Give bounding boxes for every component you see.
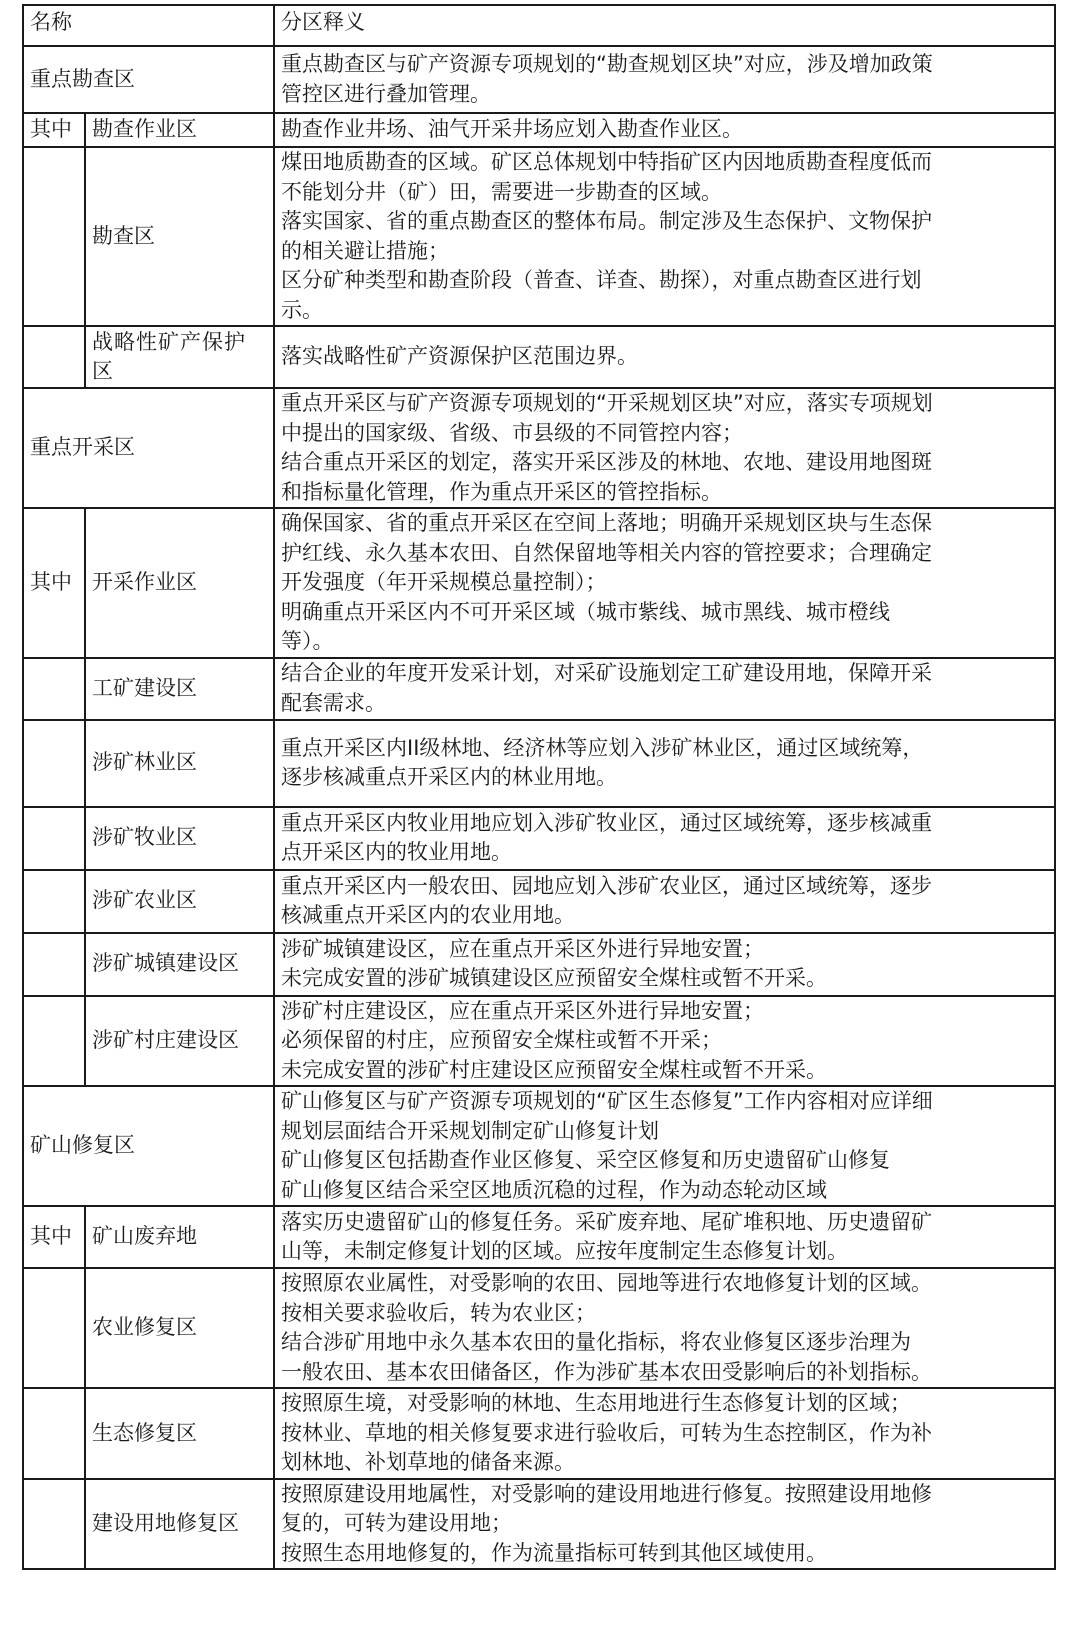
sub-zone-row: [23, 1206, 1055, 1268]
subzone-name-cell: 勘查作业区: [85, 113, 274, 147]
subzone-name-cell: 农业修复区: [85, 1268, 274, 1388]
zone-desc-cell: [274, 1388, 1055, 1479]
zone-desc-cell: [274, 147, 1055, 326]
subzone-name-cell: 涉矿村庄建设区: [85, 996, 274, 1087]
desc-line: 重点开采区内一般农田、园地应划入涉矿农业区，通过区域统筹，逐步: [281, 873, 932, 898]
zone-prefix-cell: [23, 147, 85, 326]
zone-desc-cell: [274, 870, 1055, 933]
desc-line: 示。: [281, 297, 323, 322]
desc-line: 不能划分井（矿）田，需要进一步勘查的区域。: [281, 179, 722, 204]
desc-line: 按林业、草地的相关修复要求进行验收后，可转为生态控制区，作为补: [281, 1420, 932, 1445]
sub-zone-row: [23, 996, 1055, 1087]
zone-desc-cell: [274, 996, 1055, 1087]
zone-prefix-cell: [23, 996, 85, 1087]
zone-desc-cell: [274, 933, 1055, 996]
subzone-name-cell: 开采作业区: [85, 508, 274, 658]
desc-line: 落实国家、省的重点勘查区的整体布局。制定涉及生态保护、文物保护: [281, 209, 932, 233]
desc-line: 开发强度（年开采规模总量控制）；: [281, 570, 607, 594]
zone-desc-cell: [274, 658, 1055, 720]
desc-line: 矿山修复区结合采空区地质沉稳的过程，作为动态轮动区域: [281, 1177, 827, 1202]
desc-line: 重点勘查区与矿产资源专项规划的“勘查规划区块”对应，涉及增加政策: [281, 52, 933, 76]
desc-line: 明确重点开采区内不可开采区域（城市紫线、城市黑线、城市橙线: [281, 599, 890, 624]
subzone-name-cell: 勘查区: [85, 147, 274, 326]
desc-line: 未完成安置的涉矿村庄建设区应预留安全煤柱或暂不开采。: [281, 1057, 827, 1082]
sub-zone-row: [23, 870, 1055, 933]
sub-zone-row: [23, 326, 1055, 388]
desc-line: 按照原建设用地属性，对受影响的建设用地进行修复。按照建设用地修: [281, 1481, 932, 1506]
zone-desc-cell: [274, 720, 1055, 807]
subzone-name-cell: 建设用地修复区: [85, 1479, 274, 1570]
zone-desc-cell: [274, 1086, 1055, 1206]
zone-prefix-cell: [23, 720, 85, 807]
desc-line: 矿山修复区与矿产资源专项规划的“矿区生态修复”工作内容相对应详细: [281, 1089, 933, 1113]
desc-line: 等）。: [281, 629, 334, 653]
desc-line: 逐步核减重点开采区内的林业用地。: [281, 765, 617, 789]
desc-line: 复的，可转为建设用地；: [281, 1511, 512, 1535]
zone-prefix-cell: [23, 1268, 85, 1388]
zone-desc-cell: [274, 508, 1055, 658]
zone-prefix-cell: 其中: [23, 508, 85, 658]
desc-line: 的相关避让措施；: [281, 238, 449, 263]
sub-zone-row: [23, 147, 1055, 326]
zone-prefix-cell: [23, 933, 85, 996]
sub-zone-row: [23, 1268, 1055, 1388]
subzone-name-cell: 涉矿城镇建设区: [85, 933, 274, 996]
subzone-name-cell: 涉矿牧业区: [85, 807, 274, 870]
desc-line: 重点开采区内II级林地、经济林等应划入涉矿林业区，通过区域统筹，: [281, 735, 924, 760]
sub-zone-row: [23, 508, 1055, 658]
zone-prefix-cell: 其中: [23, 113, 85, 147]
desc-line: 落实历史遗留矿山的修复任务。采矿废弃地、尾矿堆积地、历史遗留矿: [281, 1209, 932, 1234]
main-zone-row: [23, 388, 1055, 508]
desc-line: 中提出的国家级、省级、市县级的不同管控内容；: [281, 420, 743, 445]
zone-prefix-cell: [23, 807, 85, 870]
main-zone-row: [23, 1086, 1055, 1206]
zone-name-cell: 重点勘查区: [23, 46, 274, 113]
header-name-cell: 名称: [23, 5, 274, 46]
zone-prefix-cell: [23, 1388, 85, 1479]
desc-line: 结合涉矿用地中永久基本农田的量化指标，将农业修复区逐步治理为: [281, 1330, 911, 1354]
sub-zone-row: [23, 720, 1055, 807]
zoning-table-body: [23, 5, 1055, 1569]
desc-line: 配套需求。: [281, 690, 386, 715]
desc-line: 煤田地质勘查的区域。矿区总体规划中特指矿区内因地质勘查程度低而: [281, 150, 932, 174]
zone-prefix-cell: [23, 658, 85, 720]
sub-zone-row: [23, 1479, 1055, 1570]
desc-line: 一般农田、基本农田储备区，作为涉矿基本农田受影响后的补划指标。: [281, 1359, 932, 1384]
zone-desc-cell: [274, 1206, 1055, 1268]
zone-name-cell: 重点开采区: [23, 388, 274, 508]
desc-line: 山等，未制定修复计划的区域。应按年度制定生态修复计划。: [281, 1239, 848, 1263]
desc-line: 按照生态用地修复的，作为流量指标可转到其他区域使用。: [281, 1540, 827, 1565]
desc-line: 重点开采区与矿产资源专项规划的“开采规划区块”对应，落实专项规划: [281, 391, 933, 415]
sub-zone-row: [23, 933, 1055, 996]
zone-prefix-cell: [23, 870, 85, 933]
desc-line: 规划层面结合开采规划制定矿山修复计划: [281, 1118, 659, 1143]
zone-prefix-cell: [23, 1479, 85, 1570]
desc-line: 重点开采区内牧业用地应划入涉矿牧业区，通过区域统筹，逐步核减重: [281, 810, 932, 835]
desc-line: 核减重点开采区内的农业用地。: [281, 903, 575, 927]
sub-zone-row: [23, 113, 1055, 147]
desc-line: 涉矿城镇建设区，应在重点开采区外进行异地安置；: [281, 936, 764, 961]
main-zone-row: [23, 46, 1055, 113]
desc-line: 按照原农业属性，对受影响的农田、园地等进行农地修复计划的区域。: [281, 1271, 932, 1295]
desc-line: 勘查作业井场、油气开采井场应划入勘查作业区。: [281, 117, 743, 142]
subzone-name-cell: 涉矿林业区: [85, 720, 274, 807]
zone-name-cell: 矿山修复区: [23, 1086, 274, 1206]
desc-line: 矿山修复区包括勘查作业区修复、采空区修复和历史遗留矿山修复: [281, 1148, 890, 1172]
desc-line: 区分矿种类型和勘查阶段（普查、详查、勘探），对重点勘查区进行划: [281, 268, 922, 292]
desc-line: 结合重点开采区的划定，落实开采区涉及的林地、农地、建设用地图斑: [281, 450, 932, 474]
zone-desc-cell: [274, 113, 1055, 147]
desc-line: 未完成安置的涉矿城镇建设区应预留安全煤柱或暂不开采。: [281, 966, 827, 990]
subzone-name-cell: 矿山废弃地: [85, 1206, 274, 1268]
desc-line: 落实战略性矿产资源保护区范围边界。: [281, 344, 638, 369]
zone-desc-cell: [274, 388, 1055, 508]
sub-zone-row: [23, 1388, 1055, 1479]
zoning-table: [22, 4, 1056, 1570]
desc-line: 点开采区内的牧业用地。: [281, 840, 512, 864]
zone-desc-cell: [274, 1479, 1055, 1570]
desc-line: 按照原生境，对受影响的林地、生态用地进行生态修复计划的区域；: [281, 1391, 911, 1415]
zone-prefix-cell: [23, 326, 85, 388]
desc-line: 管控区进行叠加管理。: [281, 81, 491, 106]
desc-line: 和指标量化管理，作为重点开采区的管控指标。: [281, 479, 722, 504]
desc-line: 确保国家、省的重点开采区在空间上落地；明确开采规划区块与生态保: [281, 511, 932, 535]
subzone-name-cell: 战略性矿产保护区: [85, 326, 274, 388]
zone-prefix-cell: 其中: [23, 1206, 85, 1268]
zone-desc-cell: [274, 46, 1055, 113]
zone-desc-cell: [274, 1268, 1055, 1388]
desc-line: 按相关要求验收后，转为农业区；: [281, 1300, 596, 1325]
zone-desc-cell: [274, 807, 1055, 870]
sub-zone-row: [23, 658, 1055, 720]
subzone-name-cell: 生态修复区: [85, 1388, 274, 1479]
desc-line: 涉矿村庄建设区，应在重点开采区外进行异地安置；: [281, 998, 764, 1023]
header-row: [23, 5, 1055, 46]
subzone-name-cell: 工矿建设区: [85, 658, 274, 720]
desc-line: 结合企业的年度开发采计划，对采矿设施划定工矿建设用地，保障开采: [281, 661, 932, 685]
subzone-name-cell: 涉矿农业区: [85, 870, 274, 933]
desc-line: 划林地、补划草地的储备来源。: [281, 1450, 575, 1474]
desc-line: 必须保留的村庄，应预留安全煤柱或暂不开采；: [281, 1028, 722, 1052]
zone-desc-cell: [274, 326, 1055, 388]
header-desc-cell: 分区释义: [274, 5, 1055, 46]
sub-zone-row: [23, 807, 1055, 870]
desc-line: 护红线、永久基本农田、自然保留地等相关内容的管控要求；合理确定: [281, 540, 932, 565]
